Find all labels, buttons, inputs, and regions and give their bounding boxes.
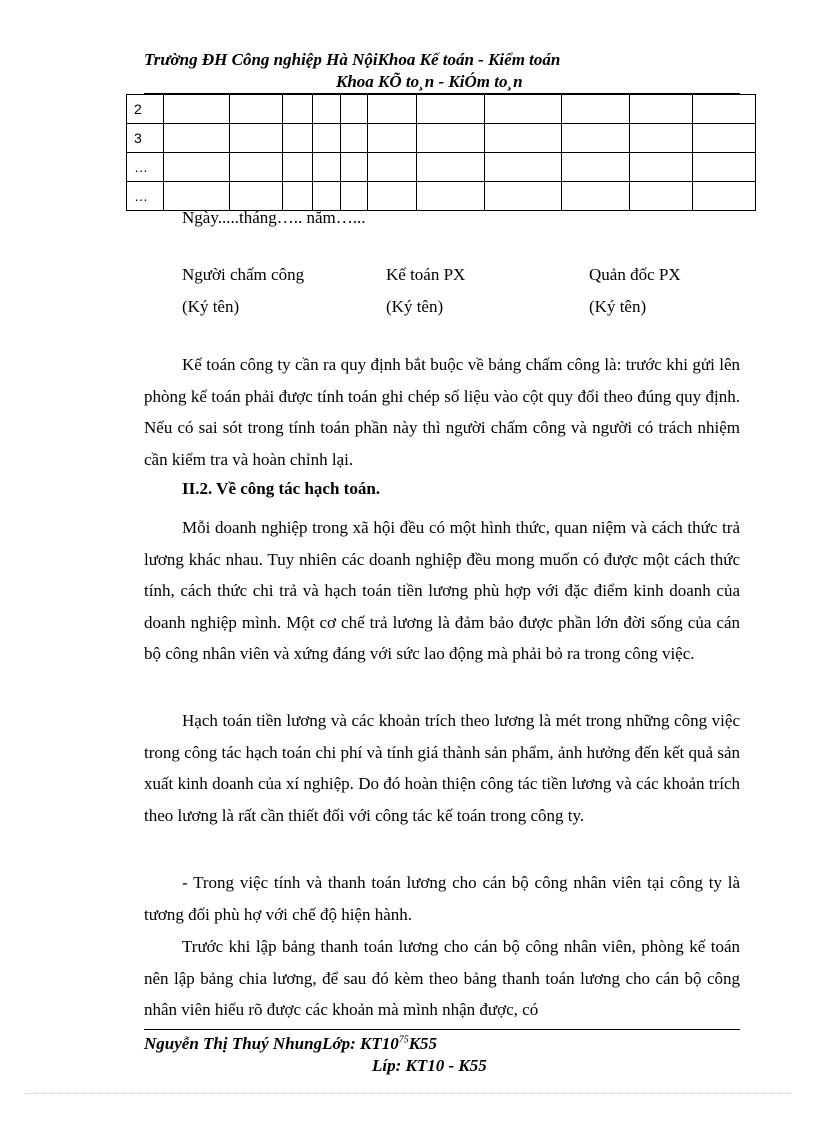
row-number: … xyxy=(127,182,164,211)
table-row xyxy=(127,153,756,182)
table-row xyxy=(127,124,756,153)
signature-sign-accountant: (Ký tên) xyxy=(386,297,444,316)
signature-sign-foreman: (Ký tên) xyxy=(589,297,647,316)
paragraph-payment-current: - Trong việc tính và thanh toán lương cho cán bộ công nhân viên tại công ty là tương đối phù hợ với chế độ hiện hành. xyxy=(144,873,740,924)
footer-rule xyxy=(144,1029,740,1030)
page-edge-divider xyxy=(24,1093,792,1094)
date-line: Ngày.....tháng….. năm…... xyxy=(182,208,366,227)
row-number: … xyxy=(127,153,164,182)
page-number: 75 xyxy=(398,1034,409,1046)
signature-sign-timekeeper: (Ký tên) xyxy=(182,297,240,316)
paragraph-salary-accounting: Hạch toán tiền lương và các khoản trích theo lương là mét trong những công việc trong công tác hạch toán chi phí và tính giá thành sản phẩm, ảnh hưởng đến kết quả sản xuất kinh doanh của xí nghiệp. Do đó hoàn thiện công tác tiền lương và các khoản trích theo lương là rất cần thiết đối với công tác kế toán trong công ty. xyxy=(144,711,740,825)
footer-author-class: Nguyễn Thị Thuý NhungLớp: $KT10^{75}K55$ xyxy=(144,1034,438,1053)
signature-role-timekeeper: Người chấm công xyxy=(182,265,305,284)
row-number: 2 xyxy=(127,95,164,124)
header-school-dept: Trường ĐH Công nghiệp Hà NộiKhoa Kế toán - Kiểm toán xyxy=(144,50,561,69)
table-row xyxy=(127,182,756,211)
paragraph-salary-sheet: Trước khi lập bảng thanh toán lương cho cán bộ công nhân viên, phòng kế toán nên lập bảng chia lương, để sau đó kèm theo bảng thanh toán lương cho cán bộ công nhân viên hiểu rõ được các khoản mà mình nhận được, có xyxy=(144,937,740,1019)
paragraph-payment-methods: Mỗi doanh nghiệp trong xã hội đều có một hình thức, quan niệm và cách thức trả lương khác nhau. Tuy nhiên các doanh nghiệp đều mong muốn có được một cách thức tính, cách thức chi trả và hạch toán tiền lương phù hợp với đặc điểm kinh doanh của doanh nghiệp mình. Một cơ chế trả lương là đảm bảo được phần lớn đời sống của cán bộ công nhân viên và xứng đáng với sức lao động mà phải bỏ ra trong công việc. xyxy=(144,518,740,663)
table-row xyxy=(127,95,756,124)
timesheet-table xyxy=(126,94,756,211)
section-heading: II.2. Về công tác hạch toán. xyxy=(182,479,381,498)
header-dept-garbled: Khoa KÕ to¸n - KiÓm to¸n xyxy=(336,72,523,91)
paragraph-timesheet-rule: Kế toán công ty cần ra quy định bắt buộc về bảng chấm công là: trước khi gửi lên phòng kế toán phải được tính toán ghi chép số liệu vào cột quy đổi theo đúng quy định. Nếu có sai sót trong tính toán phần này thì người chấm công và người có trách nhiệm cần kiểm tra và hoàn chỉnh lại. xyxy=(144,355,740,469)
row-number: 3 xyxy=(127,124,164,153)
signature-role-foreman: Quản đốc PX xyxy=(589,265,681,284)
footer-class-garbled: Líp: KT10 - K55 xyxy=(372,1056,487,1075)
signature-role-accountant: Kế toán PX xyxy=(386,265,466,284)
